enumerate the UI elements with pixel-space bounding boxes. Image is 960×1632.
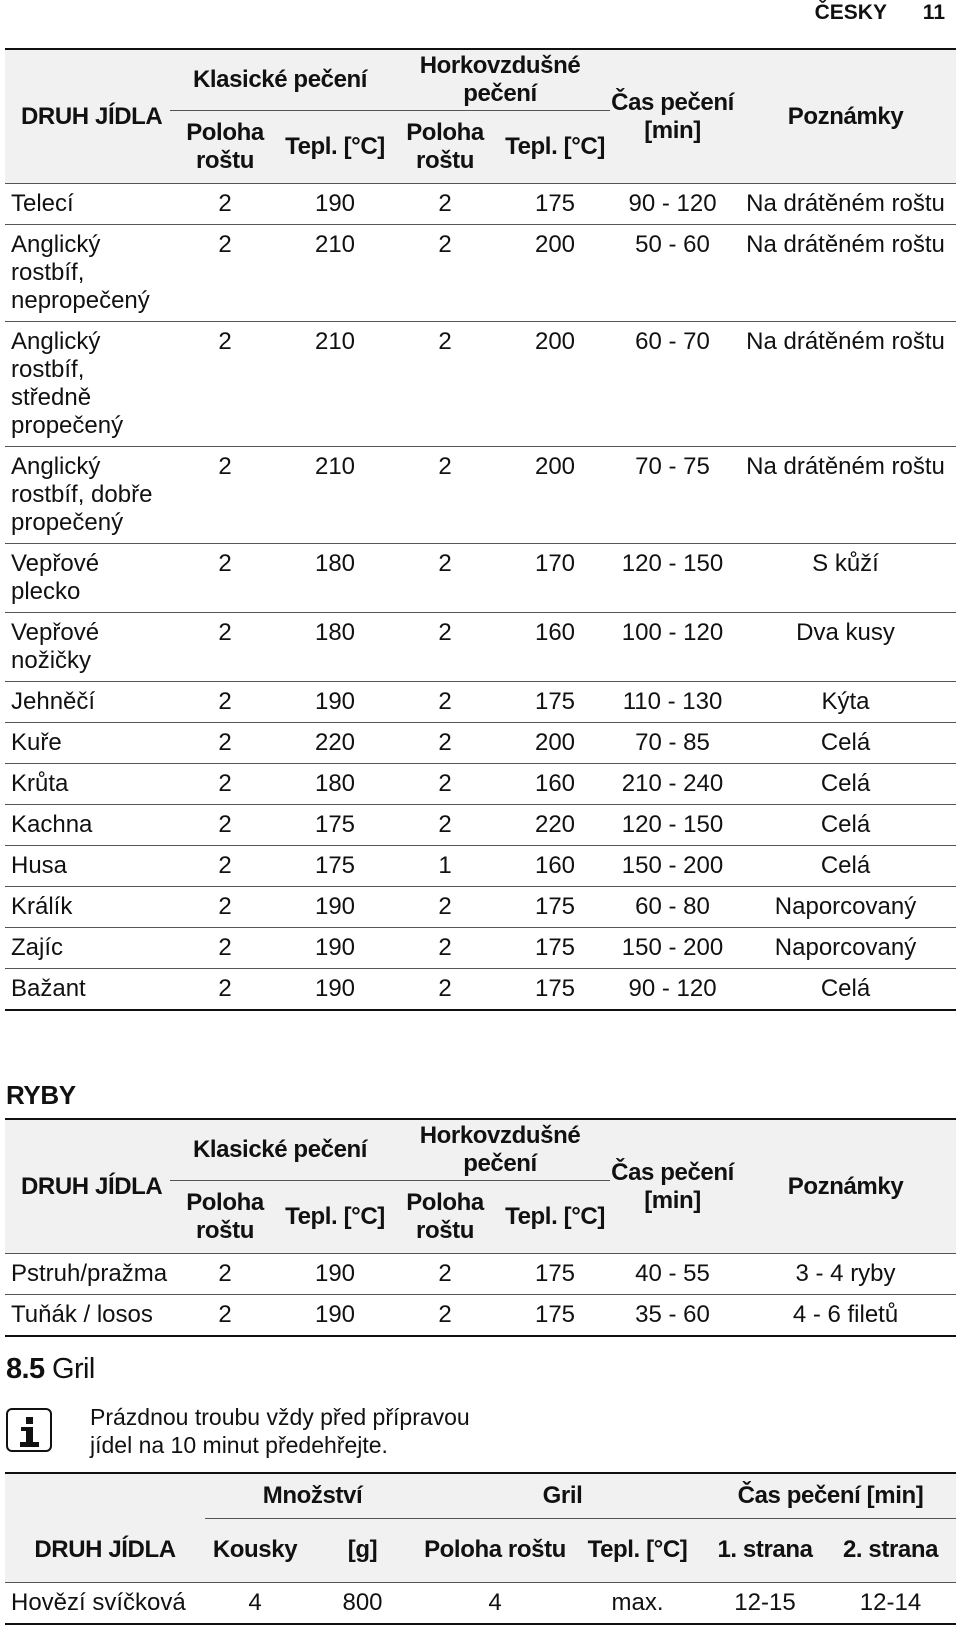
value-cell-pozn: 3 - 4 ryby — [735, 1254, 956, 1295]
header-cas-peceni: Čas pečení [min] — [610, 1119, 735, 1254]
value-cell-h_tep: 200 — [500, 322, 610, 447]
value-cell-h_tep: 175 — [500, 184, 610, 225]
value-cell-h_pol: 2 — [390, 969, 500, 1011]
value-cell-k_tep: 180 — [280, 764, 390, 805]
header-poloha-rostu: Poloha roštu — [390, 111, 500, 184]
meat-roasting-table — [5, 48, 956, 1011]
value-cell-k_pol: 2 — [170, 1295, 280, 1337]
info-icon — [6, 1408, 52, 1452]
value-cell-k_tep: 190 — [280, 1295, 390, 1337]
header-poloha-rostu: Poloha roštu — [420, 1518, 570, 1583]
value-cell-kusy: 4 — [205, 1583, 305, 1625]
value-cell-k_tep: 175 — [280, 805, 390, 846]
value-cell-h_pol: 2 — [390, 805, 500, 846]
header-klasicke-peceni: Klasické pečení — [170, 1119, 390, 1181]
value-cell-h_tep: 160 — [500, 846, 610, 887]
header-teplota: Tepl. [°C] — [570, 1518, 705, 1583]
value-cell-h_tep: 160 — [500, 613, 610, 682]
value-cell-cas: 90 - 120 — [610, 969, 735, 1011]
food-name-cell: Vepřové plecko — [5, 544, 170, 613]
value-cell-h_pol: 2 — [390, 322, 500, 447]
value-cell-k_tep: 210 — [280, 225, 390, 322]
table-row — [5, 764, 956, 805]
header-teplota: Tepl. [°C] — [500, 1181, 610, 1254]
value-cell-h_pol: 2 — [390, 928, 500, 969]
value-cell-cas: 150 - 200 — [610, 928, 735, 969]
table-row — [5, 723, 956, 764]
value-cell-cas: 70 - 75 — [610, 447, 735, 544]
value-cell-k_tep: 180 — [280, 544, 390, 613]
value-cell-pozn: Na drátěném roštu — [735, 322, 956, 447]
value-cell-k_pol: 2 — [170, 969, 280, 1011]
value-cell-h_tep: 200 — [500, 723, 610, 764]
header-druh-jidla: DRUH JÍDLA — [5, 1119, 170, 1254]
value-cell-k_pol: 2 — [170, 613, 280, 682]
value-cell-pozn: Celá — [735, 805, 956, 846]
value-cell-k_tep: 190 — [280, 887, 390, 928]
value-cell-k_pol: 2 — [170, 764, 280, 805]
value-cell-h_tep: 220 — [500, 805, 610, 846]
value-cell-k_pol: 2 — [170, 928, 280, 969]
table-row — [5, 969, 956, 1011]
value-cell-h_tep: 160 — [500, 764, 610, 805]
language-label: ČESKY — [814, 1, 887, 24]
food-name-cell: Anglický rostbíf, dobře propečený — [5, 447, 170, 544]
value-cell-pozn: S kůží — [735, 544, 956, 613]
food-name-cell: Telecí — [5, 184, 170, 225]
value-cell-pozn: Kýta — [735, 682, 956, 723]
fish-section-title: RYBY — [6, 1080, 76, 1110]
header-teplota: Tepl. [°C] — [500, 111, 610, 184]
value-cell-h_tep: 200 — [500, 225, 610, 322]
table-row — [5, 613, 956, 682]
fish-roasting-table — [5, 1118, 956, 1337]
table-row — [5, 682, 956, 723]
value-cell-pozn: Dva kusy — [735, 613, 956, 682]
section-number: 8.5 — [6, 1353, 45, 1385]
value-cell-h_pol: 2 — [390, 544, 500, 613]
header-poloha-rostu: Poloha roštu — [170, 1181, 280, 1254]
value-cell-h_pol: 2 — [390, 613, 500, 682]
header-poznamky: Poznámky — [735, 49, 956, 184]
table-row — [5, 184, 956, 225]
food-name-cell: Zajíc — [5, 928, 170, 969]
header-klasicke-peceni: Klasické pečení — [170, 49, 390, 111]
food-name-cell: Králík — [5, 887, 170, 928]
header-cas-peceni: Čas pečení [min] — [705, 1473, 956, 1518]
value-cell-cas: 90 - 120 — [610, 184, 735, 225]
value-cell-k_pol: 2 — [170, 544, 280, 613]
value-cell-cas: 40 - 55 — [610, 1254, 735, 1295]
value-cell-h_pol: 1 — [390, 846, 500, 887]
food-name-cell: Vepřové nožičky — [5, 613, 170, 682]
value-cell-k_tep: 190 — [280, 184, 390, 225]
value-cell-h_tep: 175 — [500, 928, 610, 969]
value-cell-cas: 110 - 130 — [610, 682, 735, 723]
value-cell-s2: 12-14 — [825, 1583, 956, 1625]
value-cell-h_tep: 175 — [500, 682, 610, 723]
value-cell-pozn: Naporcovaný — [735, 887, 956, 928]
table-row — [5, 805, 956, 846]
value-cell-pozn: Celá — [735, 846, 956, 887]
food-name-cell: Bažant — [5, 969, 170, 1011]
value-cell-k_tep: 175 — [280, 846, 390, 887]
table-row — [5, 1295, 956, 1337]
value-cell-g: 800 — [305, 1583, 420, 1625]
value-cell-k_pol: 2 — [170, 846, 280, 887]
header-druh-jidla: DRUH JÍDLA — [5, 49, 170, 184]
header-druha-strana: 2. strana — [825, 1518, 956, 1583]
value-cell-tepl: max. — [570, 1583, 705, 1625]
section-name: Gril — [51, 1353, 95, 1385]
value-cell-h_pol: 2 — [390, 764, 500, 805]
value-cell-k_pol: 2 — [170, 682, 280, 723]
value-cell-k_pol: 2 — [170, 723, 280, 764]
header-teplota: Tepl. [°C] — [280, 1181, 390, 1254]
value-cell-k_tep: 190 — [280, 928, 390, 969]
value-cell-pozn: Celá — [735, 969, 956, 1011]
running-head — [0, 0, 945, 26]
value-cell-k_pol: 2 — [170, 322, 280, 447]
value-cell-cas: 70 - 85 — [610, 723, 735, 764]
header-poloha-rostu: Poloha roštu — [170, 111, 280, 184]
table-row — [5, 928, 956, 969]
value-cell-cas: 60 - 70 — [610, 322, 735, 447]
value-cell-h_pol: 2 — [390, 225, 500, 322]
food-name-cell: Tuňák / losos — [5, 1295, 170, 1337]
value-cell-h_tep: 175 — [500, 887, 610, 928]
food-name-cell: Kachna — [5, 805, 170, 846]
table-row — [5, 846, 956, 887]
header-kousky: Kousky — [205, 1518, 305, 1583]
value-cell-k_pol: 2 — [170, 1254, 280, 1295]
value-cell-cas: 150 - 200 — [610, 846, 735, 887]
value-cell-h_pol: 2 — [390, 887, 500, 928]
header-poznamky: Poznámky — [735, 1119, 956, 1254]
table-row — [5, 544, 956, 613]
value-cell-k_tep: 190 — [280, 682, 390, 723]
grill-section-title — [6, 1353, 95, 1386]
preheat-note: Prázdnou troubu vždy před přípravou jídel na 10 minut předehřejte. — [90, 1404, 470, 1458]
value-cell-h_tep: 200 — [500, 447, 610, 544]
food-name-cell: Kuře — [5, 723, 170, 764]
food-name-cell: Hovězí svíčková — [5, 1583, 205, 1625]
grill-table — [5, 1472, 956, 1625]
value-cell-pozn: 4 - 6 filetů — [735, 1295, 956, 1337]
value-cell-cas: 60 - 80 — [610, 887, 735, 928]
table-row — [5, 225, 956, 322]
header-druh-jidla: DRUH JÍDLA — [5, 1518, 205, 1583]
table-row — [5, 1254, 956, 1295]
value-cell-pozn: Naporcovaný — [735, 928, 956, 969]
value-cell-k_pol: 2 — [170, 225, 280, 322]
value-cell-k_tep: 210 — [280, 447, 390, 544]
header-gramy: [g] — [305, 1518, 420, 1583]
food-name-cell: Jehněčí — [5, 682, 170, 723]
value-cell-h_pol: 2 — [390, 682, 500, 723]
food-name-cell: Anglický rostbíf, nepropečený — [5, 225, 170, 322]
value-cell-h_pol: 2 — [390, 447, 500, 544]
page-number: 11 — [922, 1, 945, 24]
header-teplota: Tepl. [°C] — [280, 111, 390, 184]
header-poloha-rostu: Poloha roštu — [390, 1181, 500, 1254]
food-name-cell: Krůta — [5, 764, 170, 805]
value-cell-k_tep: 190 — [280, 969, 390, 1011]
value-cell-h_tep: 175 — [500, 969, 610, 1011]
value-cell-k_tep: 190 — [280, 1254, 390, 1295]
value-cell-k_pol: 2 — [170, 184, 280, 225]
value-cell-h_pol: 2 — [390, 184, 500, 225]
value-cell-cas: 100 - 120 — [610, 613, 735, 682]
value-cell-cas: 120 - 150 — [610, 805, 735, 846]
value-cell-poloha: 4 — [420, 1583, 570, 1625]
value-cell-h_pol: 2 — [390, 1295, 500, 1337]
value-cell-k_tep: 180 — [280, 613, 390, 682]
value-cell-pozn: Celá — [735, 723, 956, 764]
value-cell-pozn: Na drátěném roštu — [735, 447, 956, 544]
value-cell-h_tep: 170 — [500, 544, 610, 613]
value-cell-pozn: Na drátěném roštu — [735, 184, 956, 225]
value-cell-s1: 12-15 — [705, 1583, 825, 1625]
table-row — [5, 447, 956, 544]
table-row — [5, 322, 956, 447]
header-mnozstvi: Množství — [205, 1473, 420, 1518]
value-cell-h_pol: 2 — [390, 723, 500, 764]
value-cell-pozn: Na drátěném roštu — [735, 225, 956, 322]
value-cell-h_tep: 175 — [500, 1254, 610, 1295]
food-name-cell: Husa — [5, 846, 170, 887]
header-horkovzdusne-peceni: Horkovzdušné pečení — [390, 49, 610, 111]
value-cell-k_pol: 2 — [170, 447, 280, 544]
header-gril: Gril — [420, 1473, 705, 1518]
value-cell-cas: 120 - 150 — [610, 544, 735, 613]
food-name-cell: Anglický rostbíf, středně propečený — [5, 322, 170, 447]
value-cell-cas: 35 - 60 — [610, 1295, 735, 1337]
value-cell-k_pol: 2 — [170, 805, 280, 846]
value-cell-h_pol: 2 — [390, 1254, 500, 1295]
table-row — [5, 1583, 956, 1625]
value-cell-pozn: Celá — [735, 764, 956, 805]
header-prvni-strana: 1. strana — [705, 1518, 825, 1583]
header-horkovzdusne-peceni: Horkovzdušné pečení — [390, 1119, 610, 1181]
header-cas-peceni: Čas pečení [min] — [610, 49, 735, 184]
value-cell-k_tep: 220 — [280, 723, 390, 764]
value-cell-k_tep: 210 — [280, 322, 390, 447]
food-name-cell: Pstruh/pražma — [5, 1254, 170, 1295]
value-cell-cas: 50 - 60 — [610, 225, 735, 322]
table-row — [5, 887, 956, 928]
value-cell-cas: 210 - 240 — [610, 764, 735, 805]
value-cell-k_pol: 2 — [170, 887, 280, 928]
value-cell-h_tep: 175 — [500, 1295, 610, 1337]
